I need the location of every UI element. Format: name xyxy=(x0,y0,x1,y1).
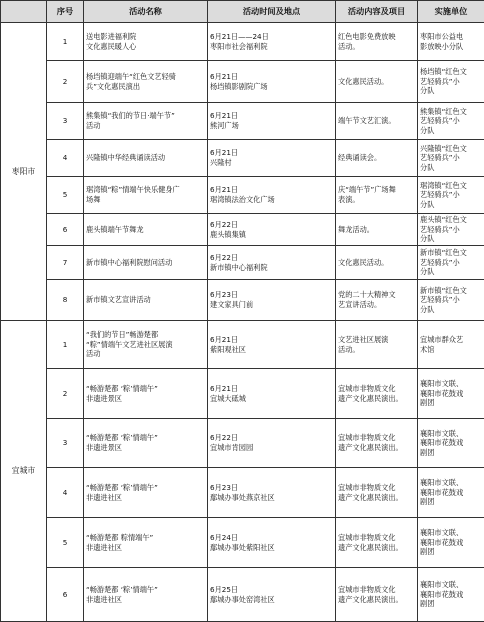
seq-cell: 4 xyxy=(47,140,84,177)
time-place-cell xyxy=(208,321,336,369)
content-cell-line: 艺宣讲活动。 xyxy=(338,300,415,310)
content-cell-line: 宜城市非物质文化 xyxy=(338,585,415,595)
organizer-cell-line: 分队 xyxy=(420,234,482,244)
content-cell-line: 宜城市非物质文化 xyxy=(338,384,415,394)
content-cell xyxy=(336,369,418,419)
table-row xyxy=(1,321,484,369)
content-cell-line: 宜城市非物质文化 xyxy=(338,533,415,543)
content-cell xyxy=(336,23,418,61)
activity-cell-line: 非遗进景区 xyxy=(86,394,205,404)
organizer-cell xyxy=(418,246,484,280)
time-place-cell xyxy=(208,214,336,246)
seq-cell: 5 xyxy=(47,177,84,214)
activity-cell-line: 兵”文化惠民演出 xyxy=(86,82,205,92)
organizer-cell xyxy=(418,321,484,369)
table-row xyxy=(1,61,484,103)
organizer-cell xyxy=(418,103,484,140)
content-cell xyxy=(336,468,418,518)
seq-cell: 7 xyxy=(47,246,84,280)
organizer-cell-line: 分队 xyxy=(420,163,482,173)
organizer-cell xyxy=(418,518,484,568)
time-place-cell xyxy=(208,419,336,468)
table-row xyxy=(1,568,484,622)
activity-cell-line: 琚湾镇“粽”情端午快乐健身广 xyxy=(86,185,205,195)
time-place-cell-line: 6月24日 xyxy=(210,533,333,543)
content-cell-line: 端午节文艺汇演。 xyxy=(338,116,415,126)
table-row xyxy=(1,103,484,140)
organizer-cell-line: 分队 xyxy=(420,305,482,315)
content-cell xyxy=(336,214,418,246)
time-place-cell-line: 兴隆村 xyxy=(210,158,333,168)
content-cell-line: 经典诵读会。 xyxy=(338,153,415,163)
seq-cell: 6 xyxy=(47,568,84,622)
time-place-cell-line: 6月22日 xyxy=(210,433,333,443)
content-cell-line: 宜城市非物质文化 xyxy=(338,433,415,443)
time-place-cell-line: 宜城大砥城 xyxy=(210,394,333,404)
activity-cell-line: “畅游楚都 ‘粽’情端午” xyxy=(86,384,205,394)
activity-cell-line: 新市镇中心福利院慰问活动 xyxy=(86,258,205,268)
seq-cell: 4 xyxy=(47,468,84,518)
organizer-cell xyxy=(418,468,484,518)
seq-cell: 3 xyxy=(47,103,84,140)
time-place-cell xyxy=(208,140,336,177)
activity-cell xyxy=(84,140,208,177)
time-place-cell xyxy=(208,369,336,419)
activity-cell xyxy=(84,61,208,103)
organizer-cell xyxy=(418,23,484,61)
organizer-cell-line: 襄阳市文联、 xyxy=(420,528,482,538)
content-cell xyxy=(336,140,418,177)
organizer-cell-line: 杨垱镇“红色文 xyxy=(420,67,482,77)
activity-cell-line: 熊集镇“我们的节日·端午节” xyxy=(86,111,205,121)
content-cell-line: 红色电影免费放映 xyxy=(338,32,415,42)
header-organizer: 实施单位 xyxy=(418,1,484,23)
table-row xyxy=(1,518,484,568)
table-row xyxy=(1,23,484,61)
activity-cell xyxy=(84,518,208,568)
table-row xyxy=(1,214,484,246)
organizer-cell xyxy=(418,214,484,246)
activity-cell-line: 非遗进景区 xyxy=(86,443,205,453)
organizer-cell-line: 剧团 xyxy=(420,497,482,507)
time-place-cell-line: 鄢城办事处窑湾社区 xyxy=(210,595,333,605)
time-place-cell-line: 鹿头镇集镇 xyxy=(210,230,333,240)
activity-cell-line: 场舞 xyxy=(86,195,205,205)
activity-cell-line: “畅游楚都 ‘粽’情端午” xyxy=(86,483,205,493)
content-cell-line: 遗产文化惠民演出。 xyxy=(338,595,415,605)
organizer-cell xyxy=(418,280,484,321)
organizer-cell-line: 襄阳市花鼓戏 xyxy=(420,438,482,448)
organizer-cell-line: 新市镇“红色文 xyxy=(420,248,482,258)
content-cell-line: 遗产文化惠民演出。 xyxy=(338,493,415,503)
organizer-cell-line: 艺轻骑兵”小 xyxy=(420,190,482,200)
activity-cell-line: 文化惠民暖人心 xyxy=(86,42,205,52)
seq-cell: 2 xyxy=(47,61,84,103)
header-content: 活动内容及项目 xyxy=(336,1,418,23)
organizer-cell-line: 艺轻骑兵”小 xyxy=(420,258,482,268)
header-time-place: 活动时间及地点 xyxy=(208,1,336,23)
content-cell xyxy=(336,518,418,568)
organizer-cell-line: 宜城市群众艺 xyxy=(420,335,482,345)
organizer-cell-line: 兴隆镇“红色文 xyxy=(420,144,482,154)
organizer-cell-line: 剧团 xyxy=(420,599,482,609)
activity-cell xyxy=(84,369,208,419)
activity-cell xyxy=(84,246,208,280)
seq-cell: 5 xyxy=(47,518,84,568)
time-place-cell xyxy=(208,177,336,214)
time-place-cell xyxy=(208,246,336,280)
organizer-cell xyxy=(418,61,484,103)
activity-cell xyxy=(84,280,208,321)
activity-cell xyxy=(84,321,208,369)
activity-cell xyxy=(84,177,208,214)
content-cell-line: 遗产文化惠民演出。 xyxy=(338,443,415,453)
activity-cell-line: 送电影进福利院 xyxy=(86,32,205,42)
organizer-cell-line: 襄阳市文联、 xyxy=(420,379,482,389)
activity-cell xyxy=(84,214,208,246)
time-place-cell-line: 6月21日——24日 xyxy=(210,32,333,42)
content-cell xyxy=(336,321,418,369)
activity-cell-line: 兴隆镇中华经典诵读活动 xyxy=(86,153,205,163)
organizer-cell-line: 鹿头镇“红色文 xyxy=(420,215,482,225)
time-place-cell-line: 6月21日 xyxy=(210,335,333,345)
content-cell-line: 舞龙活动。 xyxy=(338,225,415,235)
organizer-cell-line: 艺轻骑兵”小 xyxy=(420,295,482,305)
content-cell xyxy=(336,568,418,622)
time-place-cell-line: 6月23日 xyxy=(210,483,333,493)
activity-cell-line: “我们的节日”畅游楚都 xyxy=(86,330,205,340)
organizer-cell-line: 襄阳市文联、 xyxy=(420,580,482,590)
seq-cell: 2 xyxy=(47,369,84,419)
organizer-cell-line: 艺轻骑兵”小 xyxy=(420,225,482,235)
activity-cell-line: “畅游楚都 ‘粽’情端午” xyxy=(86,433,205,443)
table-row xyxy=(1,140,484,177)
time-place-cell-line: 琚湾镇法治文化广场 xyxy=(210,195,333,205)
activity-cell-line: 杨垱镇迎端午“红色文艺轻骑 xyxy=(86,72,205,82)
time-place-cell xyxy=(208,518,336,568)
seq-cell: 6 xyxy=(47,214,84,246)
organizer-cell-line: 枣阳市公益电 xyxy=(420,32,482,42)
activity-cell-line: 活动 xyxy=(86,121,205,131)
content-cell-line: 遗产文化惠民演出。 xyxy=(338,394,415,404)
activity-cell-line: “粽”情端午文艺进社区展演 xyxy=(86,340,205,350)
table-row xyxy=(1,280,484,321)
time-place-cell xyxy=(208,61,336,103)
time-place-cell-line: 鄢城办事处紫阳社区 xyxy=(210,543,333,553)
region-cell: 宜城市 xyxy=(1,321,47,622)
time-place-cell xyxy=(208,103,336,140)
activity-cell xyxy=(84,23,208,61)
activity-cell-line: 鹿头镇端午节舞龙 xyxy=(86,225,205,235)
organizer-cell-line: 分队 xyxy=(420,126,482,136)
time-place-cell-line: 紫阳观社区 xyxy=(210,345,333,355)
table-row xyxy=(1,468,484,518)
table-body xyxy=(1,23,484,622)
organizer-cell-line: 分队 xyxy=(420,86,482,96)
organizer-cell xyxy=(418,177,484,214)
time-place-cell-line: 6月22日 xyxy=(210,220,333,230)
seq-cell: 1 xyxy=(47,23,84,61)
organizer-cell-line: 襄阳市花鼓戏 xyxy=(420,488,482,498)
organizer-cell-line: 剧团 xyxy=(420,398,482,408)
organizer-cell-line: 分队 xyxy=(420,267,482,277)
time-place-cell-line: 新市镇中心福利院 xyxy=(210,263,333,273)
organizer-cell-line: 剧团 xyxy=(420,448,482,458)
time-place-cell xyxy=(208,23,336,61)
time-place-cell-line: 6月21日 xyxy=(210,148,333,158)
content-cell-line: 宜城市非物质文化 xyxy=(338,483,415,493)
content-cell-line: 文化惠民活动。 xyxy=(338,77,415,87)
time-place-cell-line: 建文家具门前 xyxy=(210,300,333,310)
header-region xyxy=(1,1,47,23)
activity-cell-line: “畅游楚都 粽情端午” xyxy=(86,533,205,543)
time-place-cell xyxy=(208,280,336,321)
content-cell-line: 文化惠民活动。 xyxy=(338,258,415,268)
region-cell: 枣阳市 xyxy=(1,23,47,321)
activity-cell xyxy=(84,468,208,518)
table-row xyxy=(1,246,484,280)
activity-cell xyxy=(84,419,208,468)
content-cell xyxy=(336,246,418,280)
organizer-cell xyxy=(418,568,484,622)
organizer-cell xyxy=(418,369,484,419)
table-row xyxy=(1,369,484,419)
organizer-cell-line: 艺轻骑兵”小 xyxy=(420,153,482,163)
content-cell xyxy=(336,177,418,214)
activity-cell xyxy=(84,103,208,140)
time-place-cell-line: 熊河广场 xyxy=(210,121,333,131)
table-row xyxy=(1,419,484,468)
organizer-cell-line: 影放映小分队 xyxy=(420,42,482,52)
organizer-cell xyxy=(418,419,484,468)
content-cell xyxy=(336,280,418,321)
activity-cell-line: 非遗进社区 xyxy=(86,543,205,553)
time-place-cell-line: 枣阳市社会福利院 xyxy=(210,42,333,52)
table-row xyxy=(1,177,484,214)
activity-cell-line: 非遗进社区 xyxy=(86,493,205,503)
time-place-cell-line: 杨垱镇影剧院广场 xyxy=(210,82,333,92)
organizer-cell-line: 熊集镇“红色文 xyxy=(420,107,482,117)
organizer-cell-line: 术馆 xyxy=(420,345,482,355)
time-place-cell-line: 鄢城办事处燕京社区 xyxy=(210,493,333,503)
content-cell-line: 活动。 xyxy=(338,345,415,355)
time-place-cell-line: 宜城市肯园园 xyxy=(210,443,333,453)
organizer-cell-line: 分队 xyxy=(420,200,482,210)
content-cell-line: 党的二十大精神文 xyxy=(338,290,415,300)
content-cell-line: 表演。 xyxy=(338,195,415,205)
header-seq: 序号 xyxy=(47,1,84,23)
organizer-cell-line: 襄阳市花鼓戏 xyxy=(420,389,482,399)
seq-cell: 3 xyxy=(47,419,84,468)
organizer-cell-line: 襄阳市文联、 xyxy=(420,429,482,439)
organizer-cell-line: 襄阳市花鼓戏 xyxy=(420,538,482,548)
time-place-cell-line: 6月25日 xyxy=(210,585,333,595)
content-cell-line: 活动。 xyxy=(338,42,415,52)
activity-cell-line: 非遗进社区 xyxy=(86,595,205,605)
activity-cell-line: 活动 xyxy=(86,349,205,359)
time-place-cell-line: 6月21日 xyxy=(210,384,333,394)
time-place-cell-line: 6月21日 xyxy=(210,111,333,121)
seq-cell: 8 xyxy=(47,280,84,321)
seq-cell: 1 xyxy=(47,321,84,369)
header-activity: 活动名称 xyxy=(84,1,208,23)
organizer-cell-line: 艺轻骑兵”小 xyxy=(420,77,482,87)
organizer-cell-line: 艺轻骑兵”小 xyxy=(420,116,482,126)
time-place-cell-line: 6月21日 xyxy=(210,185,333,195)
content-cell xyxy=(336,103,418,140)
organizer-cell-line: 新市镇“红色文 xyxy=(420,286,482,296)
organizer-cell-line: 襄阳市花鼓戏 xyxy=(420,590,482,600)
time-place-cell-line: 6月23日 xyxy=(210,290,333,300)
content-cell-line: 文艺进社区展演 xyxy=(338,335,415,345)
time-place-cell-line: 6月21日 xyxy=(210,72,333,82)
content-cell-line: 庆“端午节”广场舞 xyxy=(338,185,415,195)
time-place-cell xyxy=(208,468,336,518)
content-cell xyxy=(336,419,418,468)
content-cell-line: 遗产文化惠民演出。 xyxy=(338,543,415,553)
activity-cell-line: “畅游楚都 ‘粽’情端午” xyxy=(86,585,205,595)
activity-cell-line: 新市镇文艺宣讲活动 xyxy=(86,295,205,305)
activity-cell xyxy=(84,568,208,622)
content-cell xyxy=(336,61,418,103)
organizer-cell xyxy=(418,140,484,177)
organizer-cell-line: 琚湾镇“红色文 xyxy=(420,181,482,191)
organizer-cell-line: 剧团 xyxy=(420,547,482,557)
time-place-cell xyxy=(208,568,336,622)
organizer-cell-line: 襄阳市文联、 xyxy=(420,478,482,488)
header-row xyxy=(1,1,484,23)
time-place-cell-line: 6月22日 xyxy=(210,253,333,263)
